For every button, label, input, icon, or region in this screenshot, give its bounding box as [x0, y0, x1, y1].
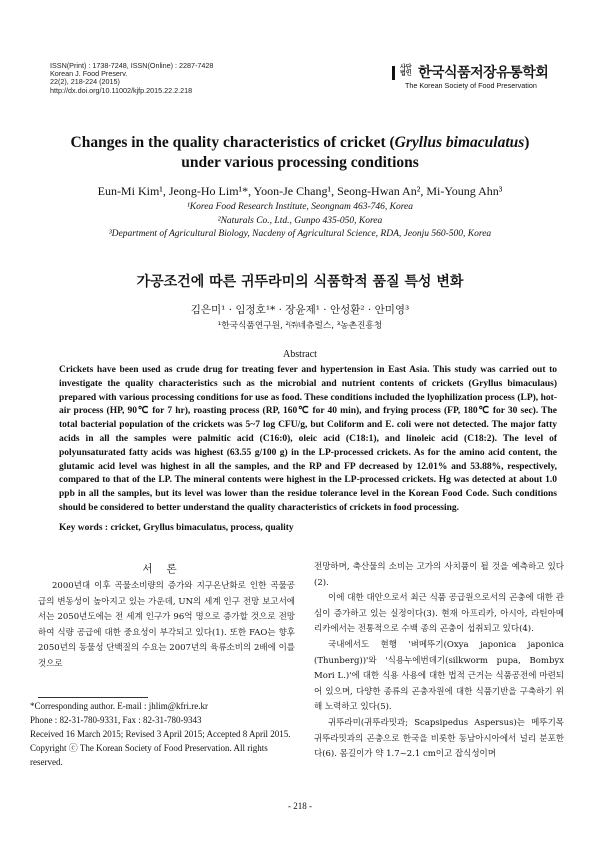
society-english-name: The Korean Society of Food Preservation: [405, 81, 537, 90]
species-name: Gryllus bimaculatus: [394, 134, 525, 151]
page-number: - 218 -: [288, 801, 312, 811]
issn-line: ISSN(Print) : 1738-7248, ISSN(Online) : 2287-7428: [50, 61, 214, 70]
copyright-notice: Copyright ⓒ The Korean Society of Food Preservation. All rights reserved.: [30, 743, 268, 767]
volume-line: 22(2), 218-224 (2015): [50, 77, 120, 87]
keywords-list: cricket, Gryllus bimaculatus, process, quality: [110, 523, 294, 533]
received-dates: Received 16 March 2015; Revised 3 April 2015; Accepted 8 April 2015.: [30, 729, 291, 739]
section-heading-introduction: 서론: [142, 563, 191, 575]
corresponding-author: *Corresponding author. E-mail : jhlim@kfri.re.kr: [30, 701, 209, 711]
affiliations-en: [60, 201, 540, 242]
affiliation-1: ¹Korea Food Research Institute, Seongnam 463-746, Korea: [186, 202, 414, 212]
keywords-label: Key words :: [59, 523, 109, 533]
intro-paragraph-1: 2000년대 이후 곡물소비량의 증가와 지구온난화로 인한 곡물공급의 변동성이 높아지고 있는 가운데, UN의 세계 인구 전망 보고서에서는 2050년도에는 전 세계 인구가 96억 명으로 증가할 것으로 전망하여 식량 공급에 대한 중요성이 부각되고 있다(1). 또한 FAO는 향후 2050년의 동물성 단백질의 수요는 2007년의 육류소비의 2배에 이를 것으로: [38, 581, 295, 669]
intro-paragraph-2: 전망하며, 축산물의 소비는 고가의 사치품이 될 것을 예측하고 있다(2).: [314, 562, 564, 588]
intro-paragraph-4: 국내에서도 현행 '벼메뚜기(Oxya japonica japonica (Thunberg))'와 '식용누에번데기(silkworm pupa, Bombyx Mori L.)'에 대한 식용 사용에 대한 법적 근거는 식품공전에 마련되어 있으며, 다양한 종류의 곤충자원에 대한 식품기반을 구축하기 위해 노력하고 있다(5).: [314, 639, 564, 713]
intro-paragraph-5: 귀뚜라미(귀뚜라밋과; Scapsipedus Aspersus)는 메뚜기목 귀뚜라밋과의 곤충으로 한국을 비롯한 동남아시아에서 널리 분포한다(6). 몸길이가 약 1.7~2.1 cm이고 잡식성이며: [314, 717, 564, 760]
author-list-en: Eun-Mi Kim¹, Jeong-Ho Lim¹*, Yoon-Je Chang¹, Seong-Hwan An², Mi-Young Ahn³: [97, 184, 503, 198]
affiliations-kr: ¹한국식품연구원, ²㈜네츄럴스, ³농촌진흥청: [217, 321, 383, 331]
right-column: [314, 560, 564, 763]
affiliation-2: ²Naturals Co., Ltd., Gunpo 435-050, Korea: [217, 215, 383, 226]
society-type-label: 사단 법인: [400, 65, 412, 77]
left-column: [38, 579, 295, 673]
doi-link[interactable]: http://dx.doi.org/10.11002/kjfp.2015.22.2.218: [50, 85, 193, 95]
abstract-heading: Abstract: [283, 349, 317, 360]
journal-header: [50, 62, 213, 95]
author-list-kr: 김은미¹ · 임정호¹* · 장윤제¹ · 안성환² · 안미영³: [190, 304, 410, 316]
abstract-text: Crickets have been used as crude drug for treating fever and hypertension in East Asia. This study was carried out to investigate the quality characteristics such as the microbial and nutrient contents of crickets (Gryllus bimaculaus) prepared with various processing conditions for use as food. These conditions included the lyophilization process (LP), hot-air process (HP, 90℃ for 7 hr), roasting process (RP, 160℃ for 40 min), and frying process (FP, 180℃ for 30 sec). The total bacterial population of the crickets was 5~7 log CFU/g, but Coliform and E. coli were not detected. The major fatty acids in all the samples were palmitic acid (C16:0), oleic acid (C18:1), and linoleic acid (C18:2). The level of polyunsaturated fatty acids was highest (63.55 g/100 g) in the LP-processed crickets. As for the amino acid content, the glutamic acid level was highest in all the samples, and the RP and FP decreased by 12.01% and 53.88%, respectively, compared to that of the LP. The mineral contents were highest in the LP-processed crickets. Hg was detected at about 1.0 ppb in all the samples, but its level was lower than the residue tolerance level in the Korean Food Code. Such conditions should be considered to better understand the quality characteristics of crickets in food processing.: [59, 365, 557, 513]
society-logo: [392, 62, 562, 92]
society-korean-name: 한국식품저장유통학회: [418, 65, 549, 81]
footnote: [30, 699, 295, 769]
keywords: [59, 523, 557, 533]
contact-phone: Phone : 82-31-780-9331, Fax : 82-31-780-9343: [30, 715, 202, 725]
paper-title: Changes in the quality characteristics of cricket (Gryllus bimaculatus) under various processing conditions: [70, 134, 530, 171]
intro-paragraph-3: 이에 대한 대안으로서 최근 식품 공급원으로서의 곤충에 대한 관심이 증가하고 있는 실정이다(3). 현재 아프리카, 아시아, 라틴아메리카에서는 전통적으로 수백 종의 곤충이 섭취되고 있다(4).: [314, 593, 564, 635]
journal-name: Korean J. Food Preserv.: [50, 69, 128, 79]
affiliation-3: ³Department of Agricultural Biology, Nacdeny of Agricultural Science, RDA, Jeonju 560-500, Korea: [108, 229, 492, 239]
korean-title: 가공조건에 따른 귀뚜라미의 식품학적 품질 특성 변화: [136, 274, 464, 290]
footnote-divider: [38, 697, 148, 698]
